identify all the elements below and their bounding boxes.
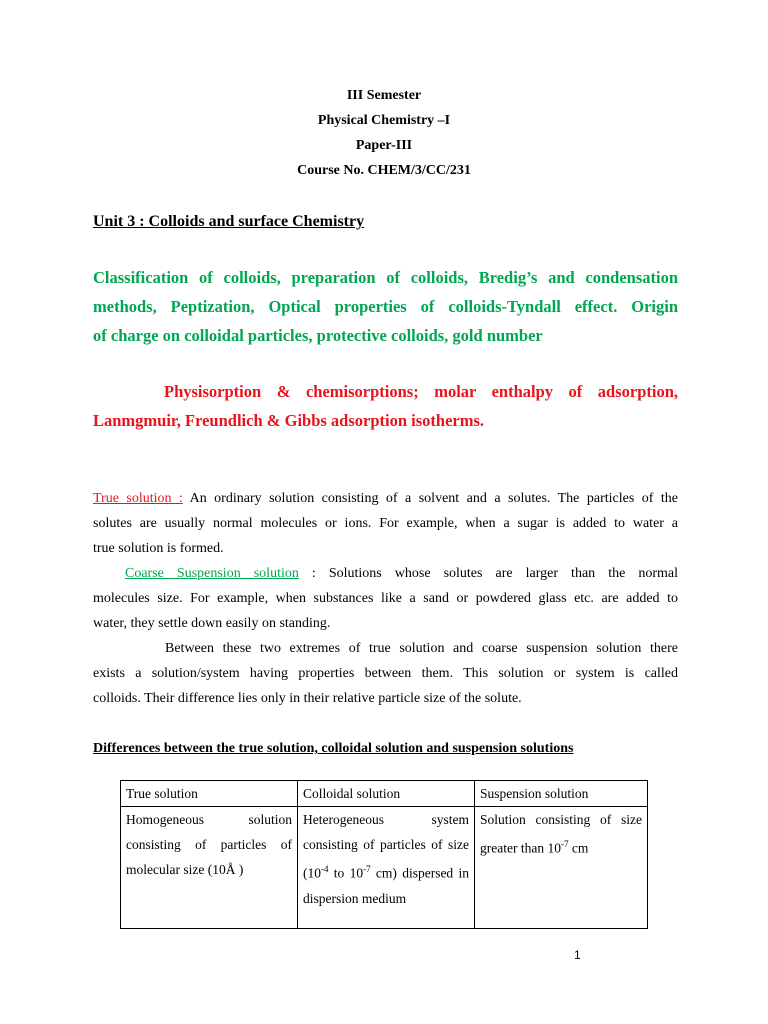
- cell-text: cm: [568, 840, 589, 856]
- cell-text: Heterogeneous system consisting of particles of size (10: [303, 812, 469, 881]
- paragraph-line: molecules size. For example, when substances like a sand or powdered glass etc. are added to: [93, 591, 678, 606]
- table-header-cell: Colloidal solution: [298, 781, 475, 807]
- paragraph-line: water, they settle down easily on standing.: [93, 616, 331, 631]
- paragraph-text: An ordinary solution consisting of a solvent and a solutes. The particles of the: [182, 491, 678, 506]
- coarse-suspension-paragraph: [125, 561, 678, 586]
- table-row: [121, 807, 648, 929]
- differences-heading: Differences between the true solution, colloidal solution and suspension solutions: [93, 741, 574, 756]
- paragraph-line: solutes are usually normal molecules or ions. For example, when a sugar is added to water a: [93, 516, 678, 531]
- table-header-cell: Suspension solution: [475, 781, 648, 807]
- adsorption-topics-line: Physisorption & chemisorptions; molar enthalpy of adsorption,: [164, 382, 678, 401]
- differences-table: [120, 780, 648, 929]
- exponent: -4: [321, 864, 329, 874]
- coarse-suspension-term: Coarse Suspension solution: [125, 566, 299, 581]
- true-solution-term: True solution :: [93, 491, 183, 506]
- adsorption-topics-line: Lanmgmuir, Freundlich & Gibbs adsorption isotherms.: [93, 411, 485, 430]
- true-solution-cell: Homogeneous solution consisting of particles of molecular size (10Å ): [121, 807, 298, 929]
- subject-line: Physical Chemistry –I: [317, 113, 451, 128]
- colloidal-solution-cell: [298, 807, 475, 929]
- semester-line: III Semester: [346, 88, 422, 103]
- true-solution-paragraph: [93, 486, 678, 511]
- exponent: -7: [363, 864, 371, 874]
- paragraph-line: exists a solution/system having properties between them. This solution or system is called: [93, 666, 678, 681]
- syllabus-topics-line: of charge on colloidal particles, protective colloids, gold number: [93, 326, 543, 345]
- paragraph-text: : Solutions whose solutes are larger than the normal: [298, 566, 679, 581]
- suspension-solution-cell: [475, 807, 648, 929]
- table-header-cell: True solution: [121, 781, 298, 807]
- paper-line: Paper-III: [355, 138, 413, 153]
- course-number-line: Course No. CHEM/3/CC/231: [297, 163, 471, 178]
- table-header-row: [121, 781, 648, 807]
- exponent: -7: [560, 839, 569, 849]
- page-number: 1: [574, 948, 581, 962]
- unit-title: Unit 3 : Colloids and surface Chemistry: [93, 213, 365, 230]
- paragraph-line: colloids. Their difference lies only in their relative particle size of the solute.: [93, 691, 522, 706]
- cell-text: Solution consisting of size greater than 10: [480, 812, 642, 856]
- paragraph-line: true solution is formed.: [93, 541, 224, 556]
- syllabus-topics-line: methods, Peptization, Optical properties of colloids-Tyndall effect. Origin: [93, 297, 678, 316]
- between-paragraph: Between these two extremes of true solution and coarse suspension solution there: [165, 641, 678, 656]
- cell-text: to 10: [328, 865, 364, 881]
- cell-text: cm) dispersed in dispersion medium: [303, 865, 469, 906]
- syllabus-topics-line: Classification of colloids, preparation of colloids, Bredig’s and condensation: [93, 268, 678, 287]
